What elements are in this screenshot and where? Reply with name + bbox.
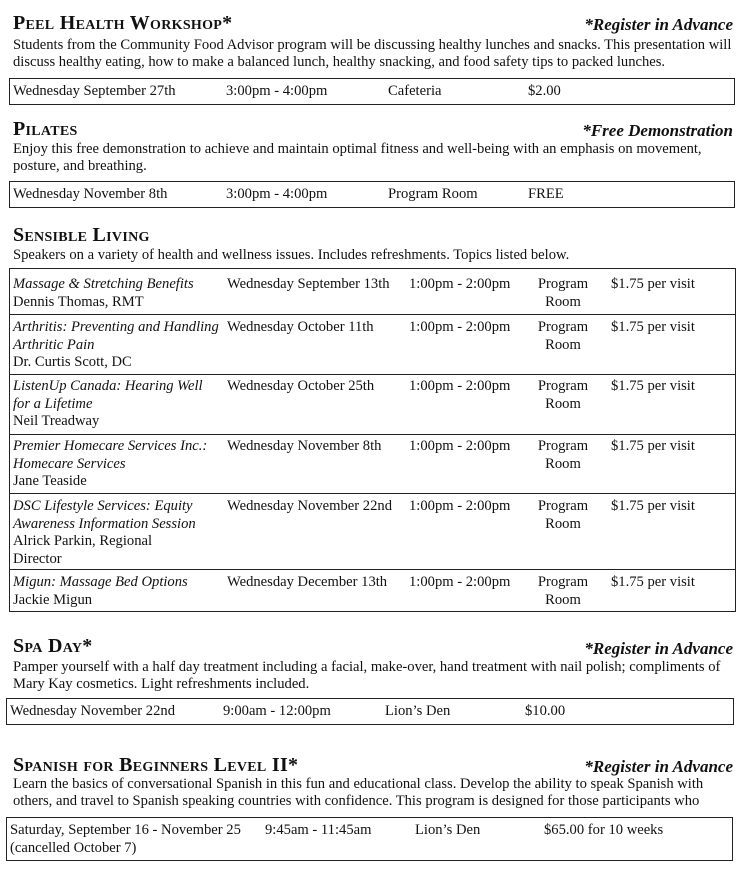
price-cell: $1.75 per visit — [611, 438, 695, 454]
speaker-name: Alrick Parkin, Regional Director — [13, 533, 153, 567]
spa-day-description: Pamper yourself with a half day treatment including a facial, make-over, hand treatment with nail polish; compliments of Mary Kay cosmetics. Light refreshments included. — [13, 659, 721, 692]
pilates-date: Wednesday November 8th — [13, 186, 168, 202]
topic-title: Massage & Stretching Benefits — [13, 276, 194, 292]
topic-title: Migun: Massage Bed Options — [13, 574, 188, 590]
table-row — [10, 269, 735, 314]
spa-day-price: $10.00 — [525, 703, 566, 719]
topic-title: Premier Homecare Services Inc.: Homecare Services — [13, 438, 208, 472]
sensible-living-description: Speakers on a variety of health and wellness issues. Includes refreshments. Topics listed below. — [13, 247, 570, 263]
date-cell: Wednesday November 22nd — [227, 498, 392, 514]
topic-title: DSC Lifestyle Services: Equity Awareness Information Session — [13, 498, 196, 532]
location-cell: Program Room — [537, 276, 589, 310]
peel-health-date: Wednesday September 27th — [13, 83, 176, 99]
spanish-location: Lion’s Den — [415, 822, 481, 838]
pilates-description: Enjoy this free demonstration to achieve and maintain optimal fitness and well-being with an emphasis on movement, posture, and breathing. — [13, 141, 702, 174]
price-cell: $1.75 per visit — [611, 498, 695, 514]
pilates-schedule — [9, 181, 735, 208]
date-cell: Wednesday October 11th — [227, 319, 374, 335]
table-row — [10, 434, 735, 493]
table-row — [10, 493, 735, 569]
topic-cell — [13, 574, 223, 609]
time-cell: 1:00pm - 2:00pm — [409, 378, 511, 394]
sensible-living-table — [9, 268, 736, 612]
spanish-time: 9:45am - 11:45am — [265, 822, 372, 838]
spa-day-location: Lion’s Den — [385, 703, 451, 719]
location-cell: Program Room — [537, 378, 589, 412]
spanish-date: Saturday, September 16 - November 25 — [10, 822, 241, 838]
pilates-title: Pilates — [13, 118, 78, 140]
peel-health-title: Peel Health Workshop* — [13, 12, 233, 34]
spanish-note: *Register in Advance — [584, 757, 733, 776]
speaker-name: Dr. Curtis Scott, DC — [13, 354, 132, 370]
pilates-time: 3:00pm - 4:00pm — [226, 186, 328, 202]
peel-health-description: Students from the Community Food Advisor program will be discussing healthy lunches and snacks. This presentation will discuss healthy eating, how to make a balanced lunch, healthy snacking, and food safety tips to packed lunches. — [13, 37, 732, 70]
speaker-name: Jane Teaside — [13, 473, 87, 489]
price-cell: $1.75 per visit — [611, 574, 695, 590]
speaker-name: Dennis Thomas, RMT — [13, 293, 144, 310]
time-cell: 1:00pm - 2:00pm — [409, 438, 511, 454]
spa-day-date: Wednesday November 22nd — [10, 703, 175, 719]
speaker-name: Neil Treadway — [13, 413, 100, 429]
spanish-date-note: (cancelled October 7) — [10, 840, 137, 856]
location-cell: Program Room — [537, 438, 589, 472]
price-cell: $1.75 per visit — [611, 378, 695, 394]
topic-cell — [13, 319, 223, 372]
pilates-location: Program Room — [388, 186, 478, 202]
peel-health-location: Cafeteria — [388, 83, 442, 99]
sensible-living-title: Sensible Living — [13, 224, 150, 246]
location-cell: Program Room — [537, 498, 589, 532]
spanish-title: Spanish for Beginners Level II* — [13, 754, 299, 776]
table-row — [10, 374, 735, 434]
date-cell: Wednesday September 13th — [227, 276, 390, 292]
price-cell: $1.75 per visit — [611, 276, 695, 292]
date-cell: Wednesday December 13th — [227, 574, 388, 590]
pilates-note: *Free Demonstration — [582, 121, 733, 140]
spa-day-time: 9:00am - 12:00pm — [223, 703, 331, 719]
topic-cell — [13, 378, 223, 431]
topic-cell — [13, 438, 223, 491]
pilates-price: FREE — [528, 186, 564, 202]
spanish-price: $65.00 for 10 weeks — [544, 822, 664, 838]
date-cell: Wednesday October 25th — [227, 378, 375, 394]
price-cell: $1.75 per visit — [611, 319, 695, 335]
time-cell: 1:00pm - 2:00pm — [409, 498, 511, 514]
peel-health-note: *Register in Advance — [584, 15, 733, 34]
peel-health-schedule — [9, 78, 735, 105]
topic-cell — [13, 276, 223, 311]
spanish-schedule — [6, 817, 733, 861]
spanish-description: Learn the basics of conversational Spanish in this fun and educational class. Develop the ability to speak Spanish with others, and travel to Spanish speaking countries with confidence. This program is designed for those participants who — [13, 776, 704, 809]
table-row — [10, 314, 735, 374]
time-cell: 1:00pm - 2:00pm — [409, 319, 511, 335]
location-cell: Program Room — [537, 574, 589, 608]
table-row — [10, 569, 735, 612]
topic-title: Arthritis: Preventing and Handling Arthritic Pain — [13, 319, 219, 353]
speaker-name: Jackie Migun — [13, 591, 93, 608]
topic-title: ListenUp Canada: Hearing Well for a Lifetime — [13, 378, 203, 412]
spa-day-title: Spa Day* — [13, 635, 93, 657]
peel-health-price: $2.00 — [528, 83, 561, 99]
spa-day-note: *Register in Advance — [584, 639, 733, 658]
location-cell: Program Room — [537, 319, 589, 353]
time-cell: 1:00pm - 2:00pm — [409, 276, 511, 292]
peel-health-time: 3:00pm - 4:00pm — [226, 83, 328, 99]
time-cell: 1:00pm - 2:00pm — [409, 574, 511, 590]
topic-cell — [13, 498, 223, 568]
spa-day-schedule — [6, 698, 734, 725]
date-cell: Wednesday November 8th — [227, 438, 382, 454]
